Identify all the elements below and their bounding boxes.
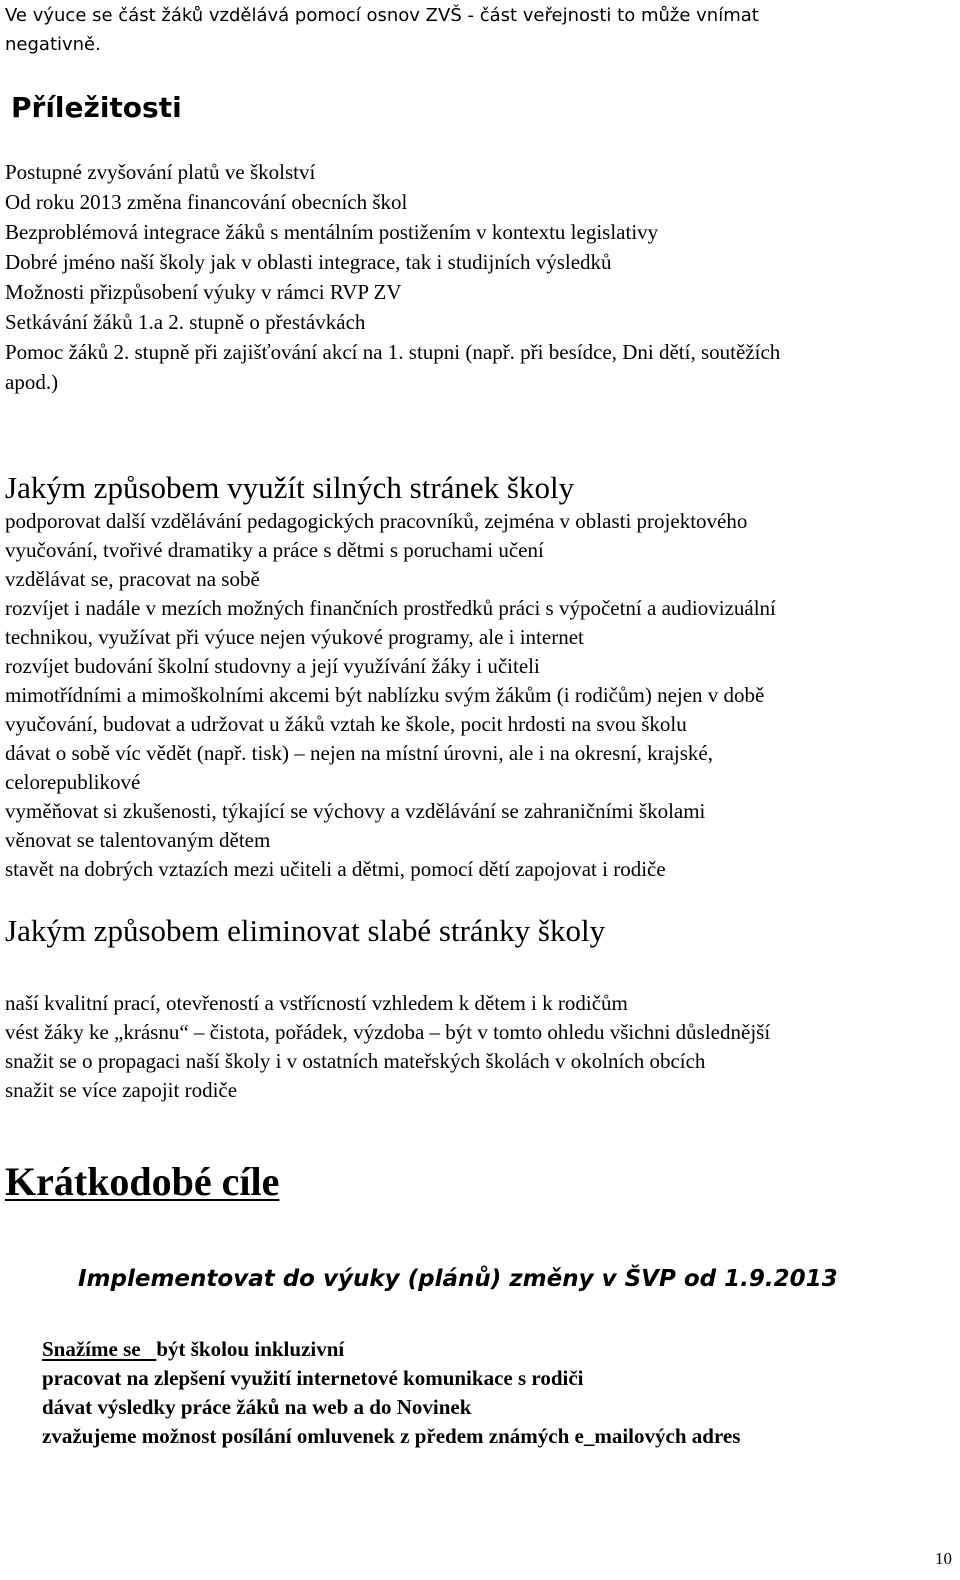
- weakness-line: snažit se o propagaci naší školy i v ostatních mateřských školách v okolních obcích: [5, 1049, 706, 1073]
- strength-line: rozvíjet i nadále v mezích možných finančních prostředků práci s výpočetní a audiovizuální: [5, 596, 776, 620]
- strength-line: rozvíjet budování školní studovny a její využívání žáky i učiteli: [5, 654, 540, 678]
- weakness-line: snažit se více zapojit rodiče: [5, 1078, 238, 1102]
- goal-line: pracovat na zlepšení využití internetové komunikace s rodiči: [42, 1366, 584, 1390]
- goal-line: zvažujeme možnost posílání omluvenek z předem známých e_mailových adres: [42, 1424, 741, 1448]
- opportunity-item: Postupné zvyšování platů ve školství: [5, 160, 316, 184]
- strength-line: technikou, využívat při výuce nejen výukové programy, ale i internet: [5, 625, 584, 649]
- strength-line: stavět na dobrých vztazích mezi učiteli a dětmi, pomocí dětí zapojovat i rodiče: [5, 857, 666, 881]
- opportunity-item: Možnosti přizpůsobení výuky v rámci RVP ZV: [5, 280, 402, 304]
- weaknesses-heading: Jakým způsobem eliminovat slabé stránky školy: [5, 913, 606, 948]
- strength-line: celorepublikové: [5, 770, 141, 794]
- weakness-line: naší kvalitní prací, otevřeností a vstřícností vzhledem k dětem i k rodičům: [5, 991, 628, 1015]
- strength-line: podporovat další vzdělávání pedagogických pracovníků, zejména v oblasti projektového: [5, 509, 748, 533]
- opportunity-item: Setkávání žáků 1.a 2. stupně o přestávkách: [5, 310, 366, 334]
- opportunities-heading: Příležitosti: [11, 91, 182, 124]
- opportunity-item: apod.): [5, 370, 59, 394]
- strength-line: věnovat se talentovaným dětem: [5, 828, 271, 852]
- strengths-heading: Jakým způsobem využít silných stránek školy: [5, 470, 575, 505]
- weakness-line: vést žáky ke „krásnu“ – čistota, pořádek, výzdoba – být v tomto ohledu všichni důslednější: [5, 1020, 771, 1044]
- opportunity-item: Od roku 2013 změna financování obecních škol: [5, 190, 408, 214]
- strength-line: dávat o sobě víc vědět (např. tisk) – nejen na místní úrovni, ale i na okresní, krajské,: [5, 741, 713, 765]
- intro-line-2: negativně.: [5, 34, 101, 55]
- opportunity-item: Pomoc žáků 2. stupně při zajišťování akcí na 1. stupni (např. při besídce, Dni dětí, soutěžích: [5, 340, 781, 364]
- strength-line: vyměňovat si zkušenosti, týkající se výchovy a vzdělávání se zahraničními školami: [5, 799, 706, 823]
- opportunity-item: Dobré jméno naší školy jak v oblasti integrace, tak i studijních výsledků: [5, 250, 612, 274]
- intro-line-1: Ve výuce se část žáků vzdělává pomocí osnov ZVŠ - část veřejnosti to může vnímat: [5, 5, 759, 26]
- goal-line: dávat výsledky práce žáků na web a do Novinek: [42, 1395, 472, 1419]
- strength-line: vyučování, budovat a udržovat u žáků vztah ke škole, pocit hrdosti na svou školu: [5, 712, 687, 736]
- opportunity-item: Bezproblémová integrace žáků s mentálním postižením v kontextu legislativy: [5, 220, 659, 244]
- goal-underlined-text: Snažíme se: [42, 1337, 157, 1361]
- strength-line: vyučování, tvořivé dramatiky a práce s dětmi s poruchami učení: [5, 538, 544, 562]
- short-term-goals-subheading: Implementovat do výuky (plánů) změny v ŠVP od 1.9.2013: [78, 1266, 838, 1292]
- goal-rest-text: být školou inkluzivní: [156, 1337, 345, 1361]
- strength-line: mimotřídními a mimoškolními akcemi být nablízku svým žákům (i rodičům) nejen v době: [5, 683, 765, 707]
- strength-line: vzdělávat se, pracovat na sobě: [5, 567, 260, 591]
- short-term-goals-heading: Krátkodobé cíle: [5, 1159, 280, 1204]
- page-number: 10: [935, 1549, 952, 1568]
- goal-line-inclusive: [42, 1337, 344, 1361]
